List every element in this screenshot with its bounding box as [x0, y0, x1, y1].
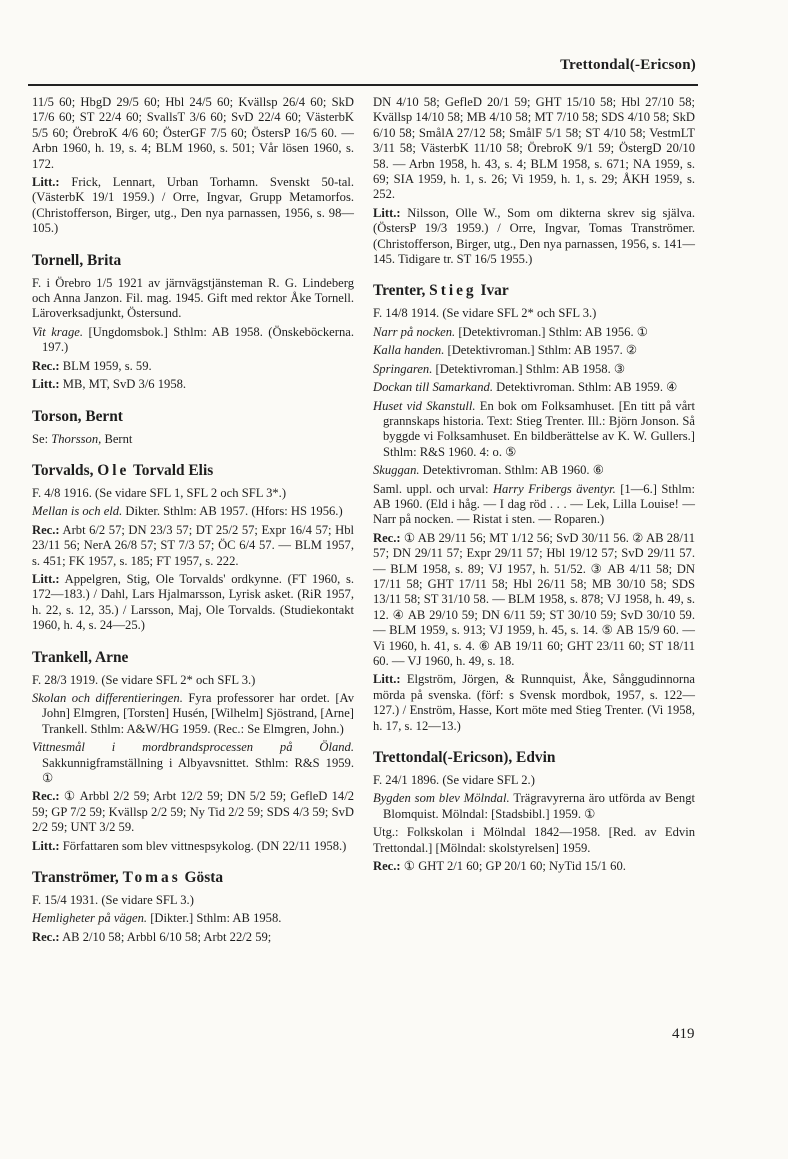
work-details: [Detektivroman.] Sthlm: AB 1958. ③	[432, 361, 626, 376]
heading-given: Gösta	[180, 869, 224, 887]
header-rule	[28, 84, 698, 86]
entry-work	[32, 691, 354, 737]
litt-label: Litt.:	[32, 377, 60, 392]
rec-label: Rec.:	[32, 789, 60, 804]
litt-label: Litt.:	[32, 175, 60, 190]
work-title: Huset vid Skanstull.	[373, 398, 476, 413]
heading-surname: Torvalds,	[32, 461, 98, 479]
entry-litt	[32, 572, 354, 634]
entry-work	[373, 399, 695, 461]
work-title: Dockan till Samarkand.	[373, 380, 493, 395]
work-details: [Dikter.] Sthlm: AB 1958.	[147, 911, 282, 926]
litt-text: Appelgren, Stig, Ole Torvalds' ordkynne. (FT 1960, s. 172—183.) / Dahl, Lars Hjalmarsson, Lyrisk asket. (RiR 1957, h. 22, s. 12, 35.) / Larsson, Maj, Ole Torvalds. (Studiekontakt 1960, h. 4, s. 24—25.)	[32, 571, 354, 633]
entry-reviews	[32, 930, 354, 945]
work-details: En bok om Folksamhuset. [En titt på vårt grannskaps historia. Text: Stieg Trenter. Ill.: Björn Jonson. Så byggde vi Folksamhuset. En bildberättelse av K. W. Gullers.] Sthlm: R&S 1960. 4: o. ⑤	[383, 398, 696, 459]
entry-continuation-reviews: 11/5 60; HbgD 29/5 60; Hbl 24/5 60; Kvällsp 26/4 60; SkD 17/6 60; ST 22/4 60; SvallsT 3/6 60; SvD 22/4 60; VästerbK 5/5 60; ÖrebroK 4/6 60; ÖsterGF 7/5 60; ÖstersP 16/5 60. — Arbn 1960, h. 19, s. 4; BLM 1960, s. 501; Vår lösen 1960, s. 172.	[32, 95, 354, 171]
entry-work	[32, 911, 354, 926]
litt-text: Frick, Lennart, Urban Torhamn. Svenskt 50-tal. (VästerbK 19/1 1959.) / Orre, Ingvar, Grupp Metamorfos. (Christofferson, Birger, utg., Den nya parnassen, 1956, s. 98—105.)	[32, 175, 354, 236]
collection-prefix: Saml. uppl. och urval:	[373, 481, 493, 496]
entry-work	[32, 504, 354, 519]
see-rest: Bernt	[101, 431, 133, 446]
entry-work	[32, 325, 354, 356]
heading-given: Torvald Elis	[129, 461, 214, 479]
work-details: Detektivroman. Sthlm: AB 1960. ⑥	[419, 463, 604, 478]
work-title: Vit krage.	[32, 324, 84, 339]
litt-label: Litt.:	[32, 838, 60, 853]
heading-surname: Trenter,	[373, 282, 430, 300]
rec-text: BLM 1959, s. 59.	[59, 358, 152, 373]
entry-work	[373, 380, 695, 395]
entry-heading-transtromer	[32, 869, 354, 887]
entry-work	[373, 791, 695, 822]
rec-text: AB 2/10 58; Arbbl 6/10 58; Arbt 22/2 59;	[59, 929, 272, 944]
collection-title: Harry Fribergs äventyr.	[492, 481, 616, 496]
rec-text: ① GHT 2/1 60; GP 20/1 60; NyTid 15/1 60.	[400, 859, 626, 874]
entry-continuation-reviews: DN 4/10 58; GefleD 20/1 59; GHT 15/10 58; Hbl 27/10 58; Kvällsp 14/10 58; MB 4/10 58; MT 7/10 58; SDS 4/10 58; SkD 6/10 58; SmålA 27/12 58; SmålF 5/1 58; ST 4/10 58; VestmLT 3/11 58; VästerbK 11/10 58; ÖrebroK 9/1 59; ÖstergD 20/10 58. — Arbn 1958, h. 43, s. 4; BLM 1958, s. 671; NA 1959, s. 69; SIA 1959, h. 1, s. 26; Vi 1959, h. 1, s. 29; ÅKH 1959, s. 252.	[373, 95, 695, 202]
rec-label: Rec.:	[32, 929, 60, 944]
work-title: Mellan is och eld.	[32, 504, 123, 519]
work-title: Skuggan.	[373, 463, 420, 478]
work-details: [Detektivroman.] Sthlm: AB 1956. ①	[455, 324, 649, 339]
entry-bio: F. 28/3 1919. (Se vidare SFL 2* och SFL 3.)	[32, 672, 256, 687]
page-number: 419	[672, 1026, 695, 1042]
running-head: Trettondal(-Ericson)	[560, 57, 696, 73]
entry-bio: F. i Örebro 1/5 1921 av järnvägstjänsteman R. G. Lindeberg och Anna Janzon. Fil. mag. 1945. Gift med rektor Åke Tornell. Läroverksadjunkt, Östersund.	[32, 275, 354, 321]
entry-heading-torson: Torson, Bernt	[32, 407, 123, 425]
heading-callname: Stieg	[429, 282, 477, 300]
entry-heading-torvalds	[32, 462, 354, 480]
entry-heading-trenter	[373, 282, 695, 300]
entry-work	[373, 362, 695, 377]
work-title: Skolan och differentieringen.	[32, 690, 183, 705]
see-name: Thorsson,	[51, 431, 102, 446]
litt-text: Författaren som blev vittnespsykolog. (DN 22/11 1958.)	[59, 838, 347, 853]
work-details: [Detektivroman.] Sthlm: AB 1957. ②	[444, 343, 638, 358]
work-title: Narr på nocken.	[373, 324, 456, 339]
entry-reviews	[373, 531, 695, 670]
entry-heading-tornell: Tornell, Brita	[32, 251, 122, 269]
entry-bio: F. 15/4 1931. (Se vidare SFL 3.)	[32, 893, 194, 908]
work-details: Detektivroman. Sthlm: AB 1959. ④	[492, 380, 678, 395]
entry-bio: F. 4/8 1916. (Se vidare SFL 1, SFL 2 och SFL 3*.)	[32, 485, 287, 500]
rec-label: Rec.:	[32, 358, 60, 373]
entry-continuation-litt	[373, 206, 695, 268]
work-details: Fyra professorer har ordet. [Av John] Elmgren, [Torsten] Husén, [Wilhelm] Sjöstrand, [Arne] Trankell. Sthlm: A&W/HG 1959. (Rec.: Se Elmgren, John.)	[42, 690, 355, 736]
entry-bio: F. 14/8 1914. (Se vidare SFL 2* och SFL 3.)	[373, 306, 597, 321]
work-details: Sakkunnigframställning i Albyavsnittet. Sthlm: R&S 1959. ①	[42, 755, 354, 785]
work-title: Kalla handen.	[373, 343, 445, 358]
litt-text: Elgström, Jörgen, & Runnquist, Åke, Sånggudinnorna mörda på svenska. (förf: s Svensk mordbok, 1957, s. 122—127.) / Enström, Hasse, Kort möte med Stieg Trenter. (Vi 1958, h. 17, s. 12—13.)	[373, 672, 695, 733]
rec-text: ① AB 29/11 56; MT 1/12 56; SvD 30/11 56. ② AB 28/11 57; DN 29/11 57; Expr 29/11 57; Hbl 19/12 57; SvD 29/11 57. — BLM 1958, s. 89; VJ 1957, h. 51/52. ③ AB 4/11 58; DN 17/11 58; GHT 17/11 58; Hbl 26/11 58; MB 30/10 58; SDS 13/11 58; ST 31/10 58. — BLM 1958, s. 878; VJ 1958, h. 49, s. 12. ④ AB 29/10 59; DN 6/11 59; ST 30/10 59; SvD 30/10 59. — BLM 1959, s. 913; VJ 1959, h. 45, s. 14. ⑤ AB 15/9 60. — Vi 1960, h. 41, s. 4. ⑥ AB 19/11 60; GHT 23/11 60; ST 18/11 60. — VJ 1960, h. 49, s. 18.	[373, 530, 695, 668]
litt-label: Litt.:	[373, 205, 401, 220]
entry-collection	[373, 482, 695, 528]
work-details: Dikter. Sthlm: AB 1957. (Hfors: HS 1956.)	[122, 504, 343, 519]
entry-reviews	[32, 359, 354, 374]
work-title: Hemligheter på vägen.	[32, 911, 148, 926]
heading-given: Ivar	[476, 282, 509, 300]
entry-edited: Utg.: Folkskolan i Mölndal 1842—1958. [Red. av Edvin Trettondal.] [Mölndal: skolstyrelsen] 1959.	[373, 825, 695, 855]
heading-surname: Tranströmer,	[32, 869, 123, 887]
work-details: Trägravyrerna äro utförda av Bengt Blomquist. Mölndal: [Stadsbibl.] 1959. ①	[383, 791, 695, 821]
litt-label: Litt.:	[373, 672, 401, 687]
see-prefix: Se:	[32, 431, 52, 446]
rec-label: Rec.:	[373, 530, 401, 545]
entry-continuation-litt	[32, 175, 354, 237]
entry-reviews	[373, 859, 695, 874]
collection-details: [1—6.] Sthlm: AB 1960. (Eld i håg. — I dag röd . . . — Lek, Lilla Louise! — Narr på nocken. — Ristat i sten. — Roparen.)	[373, 481, 695, 527]
entry-see-reference	[32, 432, 354, 447]
litt-text: Nilsson, Olle W., Som om dikterna skrev sig själva. (ÖstersP 19/3 1959.) / Orre, Ingvar, Tomas Tranströmer. (Christofferson, Birger, utg., Den nya parnassen, 1956, s. 141—145. Tidigare tr. ST 16/5 1955.)	[373, 205, 695, 267]
rec-label: Rec.:	[32, 522, 60, 537]
entry-bio: F. 24/1 1896. (Se vidare SFL 2.)	[373, 773, 535, 788]
entry-work	[32, 740, 354, 786]
entry-work	[373, 325, 695, 340]
work-title: Vittnesmål i mordbrandsprocessen på Öland.	[32, 740, 354, 755]
litt-label: Litt.:	[32, 571, 60, 586]
heading-callname: Tomas	[122, 869, 181, 887]
rec-label: Rec.:	[373, 859, 401, 874]
litt-text: MB, MT, SvD 3/6 1958.	[59, 377, 187, 392]
entry-work	[373, 343, 695, 358]
entry-reviews	[32, 789, 354, 835]
entry-work	[373, 463, 695, 478]
work-details: [Ungdomsbok.] Sthlm: AB 1958. (Önskeböckerna. 197.)	[42, 324, 354, 355]
rec-text: Arbt 6/2 57; DN 23/3 57; DT 25/2 57; Expr 16/4 57; Hbl 23/11 56; NerA 26/8 57; ST 7/3 57; ÖC 6/4 57. — BLM 1957, s. 451; FK 1957, s. 185; FT 1957, s. 222.	[32, 522, 354, 568]
entry-reviews	[32, 523, 354, 569]
work-title: Bygden som blev Mölndal.	[373, 791, 510, 806]
rec-text: ① Arbbl 2/2 59; Arbt 12/2 59; DN 5/2 59; GefleD 14/2 59; GP 7/2 59; Kvällsp 2/2 59; Ny Tid 2/2 59; SDS 4/3 59; SvD 2/2 59; UNT 3/2 59.	[32, 789, 354, 835]
entry-litt	[32, 377, 354, 392]
work-title: Springaren.	[373, 361, 433, 376]
entry-heading-trankell: Trankell, Arne	[32, 648, 129, 666]
entry-heading-trettondal: Trettondal(-Ericson), Edvin	[373, 749, 556, 767]
left-column	[32, 95, 354, 948]
entry-litt	[32, 839, 354, 854]
entry-litt	[373, 672, 695, 734]
right-column	[373, 95, 695, 877]
heading-callname: Ole	[97, 461, 130, 479]
